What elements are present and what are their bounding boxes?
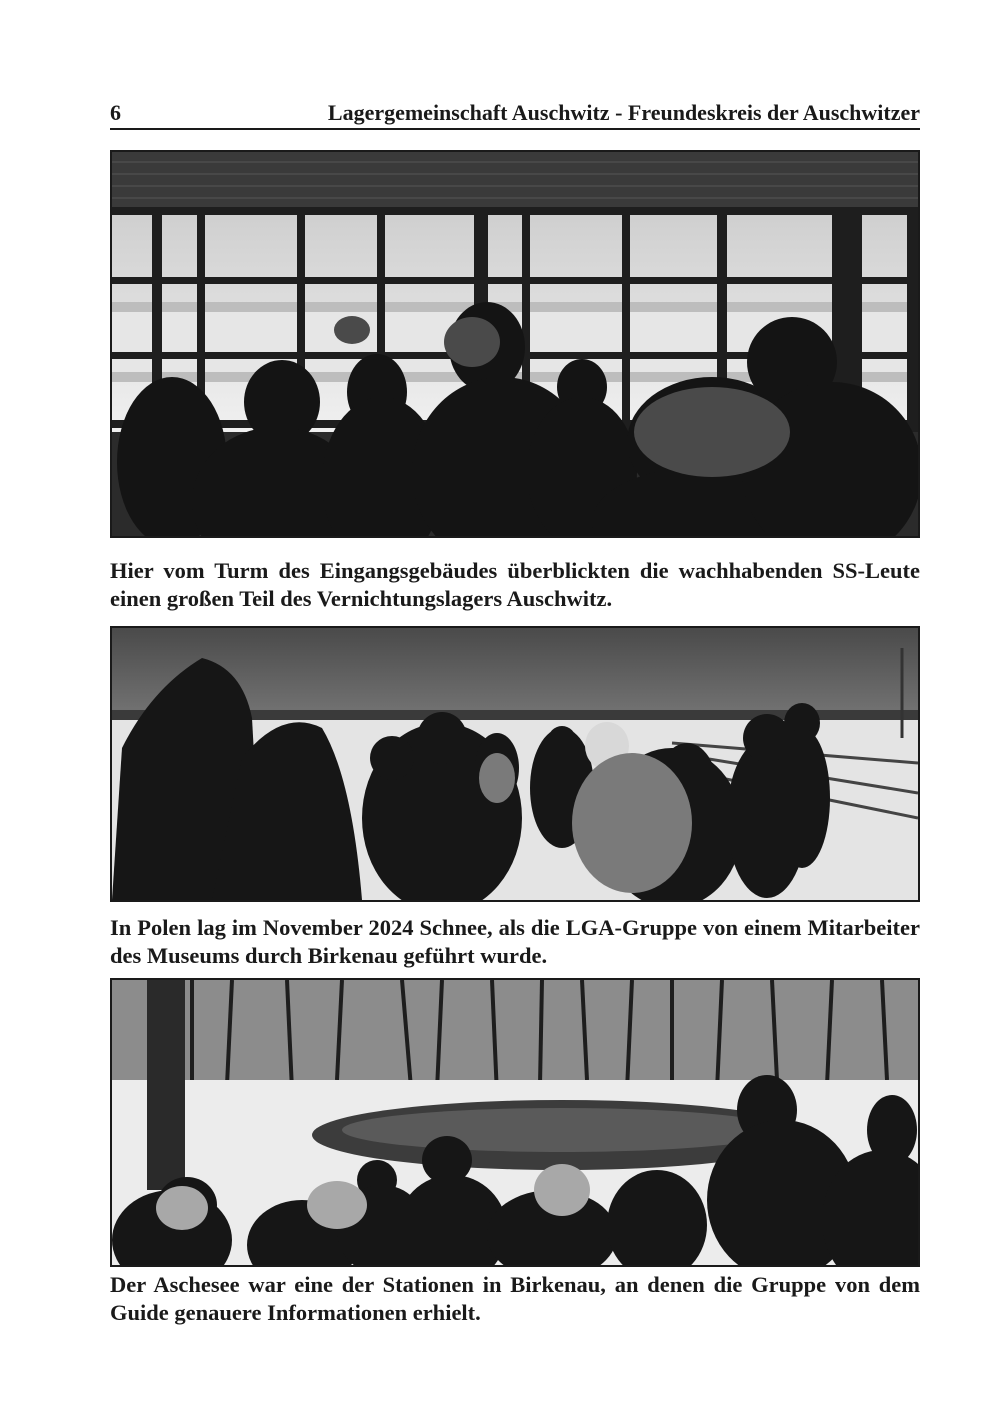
caption-birkenau-group: In Polen lag im November 2024 Schnee, als die LGA-Gruppe von einem Mitarbeiter des Museums durch Birkenau geführt wurde. (110, 915, 920, 968)
page-header (110, 98, 920, 130)
page-number: 6 (110, 100, 121, 125)
photo-ash-pond-graphic (112, 980, 918, 1265)
photo-watchtower-view (110, 150, 920, 538)
photo-birkenau-graphic (112, 628, 918, 900)
photo-ash-pond (110, 978, 920, 1267)
photo-watchtower-graphic (112, 152, 918, 536)
running-title: Lagergemeinschaft Auschwitz - Freundeskreis der Auschwitzer (327, 100, 920, 125)
caption-ash-pond: Der Aschesee war eine der Stationen in Birkenau, an denen die Gruppe von dem Guide genauere Informationen erhielt. (110, 1272, 920, 1325)
caption-watchtower: Hier vom Turm des Eingangsgebäudes überblickten die wachhabenden SS-Leute einen großen Teil des Vernichtungslagers Auschwitz. (110, 558, 920, 611)
photo-birkenau-group (110, 626, 920, 902)
